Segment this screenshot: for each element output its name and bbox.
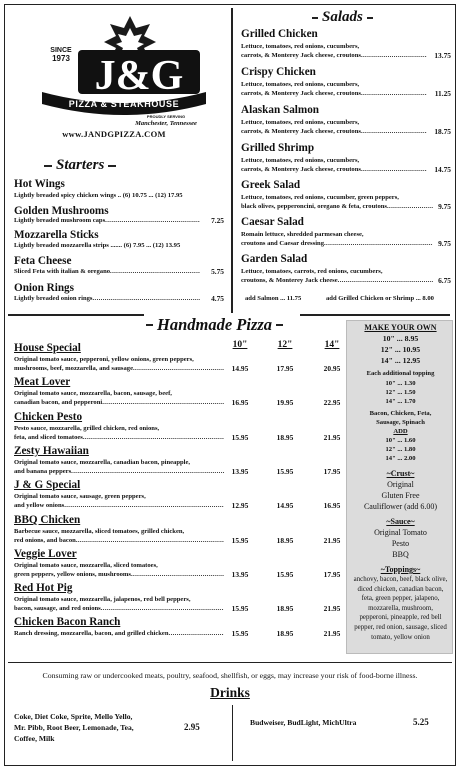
pizza-price: 14.95 — [276, 501, 294, 510]
myo-add-label: ADD — [393, 428, 408, 435]
add-chicken-note: add Grilled Chicken or Shrimp ... 8.00 — [326, 295, 434, 302]
drinks-title: Drinks — [210, 685, 250, 700]
pizza-desc-line2: and yellow onions — [14, 502, 65, 509]
myo-premium-price: 10" ... 1.60 — [385, 437, 416, 444]
pizza-desc-row — [14, 570, 224, 579]
salad-desc-line2: croutons, & Monterey Jack cheese — [241, 277, 338, 284]
salad-desc-row — [241, 239, 433, 248]
crust-title: ~Crust~ — [386, 469, 415, 478]
toppings-title: ~Toppings~ — [380, 565, 421, 574]
salad-desc-line1: Lettuce, tomatoes, red onions, cucumbers, — [241, 119, 360, 126]
sauce-option: Original Tomato — [374, 528, 427, 537]
salad-name: Alaskan Salmon — [241, 104, 320, 116]
leader-dots — [71, 467, 224, 476]
starter-desc-row — [14, 294, 200, 303]
pizza-price: 17.95 — [323, 467, 341, 476]
logo-banner: PIZZA & STEAKHOUSE — [68, 99, 180, 109]
pizza-desc-line1: Pesto sauce, mozzarella, grilled chicken, red onions, — [14, 425, 160, 432]
salad-desc-line1: Lettuce, tomatoes, red onions, cucumbers, — [241, 157, 360, 164]
pizza-name: Meat Lover — [14, 376, 71, 388]
pizza-desc-line2: red onions, and bacon — [14, 537, 76, 544]
pizza-price: 22.95 — [323, 398, 341, 407]
website-link[interactable]: www.JANDGPIZZA.COM — [62, 129, 166, 139]
leader-dots — [338, 276, 433, 285]
heading-dash — [312, 17, 318, 19]
pizza-price: 18.95 — [276, 536, 294, 545]
pizza-name: Red Hot Pig — [14, 582, 73, 594]
soft-drinks-line: Mr. Pibb, Root Beer, Lemonade, Tea, — [14, 723, 134, 732]
pizza-name: Chicken Pesto — [14, 411, 83, 423]
pizza-price: 21.95 — [323, 536, 341, 545]
pizza-price: 15.95 — [231, 629, 249, 638]
pizza-name: Zesty Hawaiian — [14, 445, 89, 457]
myo-topping-price: 12" ... 1.50 — [385, 389, 416, 396]
sauce-title: ~Sauce~ — [386, 517, 415, 526]
starter-desc: Lightly breaded spicy chicken wings .. (6) 10.75 ... (12) 17.95 — [14, 192, 183, 199]
salad-desc-line2: carrots, & Monterey Jack cheese, croutons — [241, 128, 361, 135]
pizza-desc-line2: feta, and sliced tomatoes — [14, 434, 83, 441]
salad-desc-line2: carrots, & Monterey Jack cheese, croutons — [241, 166, 361, 173]
pizza-desc-line1: Original tomato sauce, mozzarella, jalapenos, red bell peppers, — [14, 596, 191, 603]
starter-name: Mozzarella Sticks — [14, 229, 99, 241]
make-your-own-box — [346, 320, 453, 654]
pizza-title: Handmade Pizza — [157, 315, 273, 334]
salad-price: 18.75 — [434, 127, 451, 136]
sauce-option: Pesto — [391, 539, 410, 548]
myo-topping-price: 10" ... 1.30 — [385, 380, 416, 387]
pizza-price: 14.95 — [231, 364, 249, 373]
pizza-price: 18.95 — [276, 629, 294, 638]
top-column-divider — [231, 8, 233, 313]
salad-desc-line1: Lettuce, tomatoes, carrots, red onions, cucumbers, — [241, 268, 383, 275]
starter-desc-row — [14, 216, 200, 225]
salad-price: 13.75 — [434, 51, 451, 60]
pizza-price: 21.95 — [323, 433, 341, 442]
pizza-desc-text: Ranch dressing, mozzarella, bacon, and grilled chicken — [14, 630, 169, 637]
myo-base-price: 14" ... 12.95 — [380, 356, 421, 365]
jg-logo — [40, 14, 208, 126]
pizza-price: 15.95 — [276, 570, 294, 579]
drinks-divider — [232, 705, 233, 761]
soft-drinks-price: 2.95 — [184, 722, 200, 732]
pizza-desc-line2: canadian bacon, and pepperoni — [14, 399, 103, 406]
pizza-price: 21.95 — [323, 629, 341, 638]
heading-dash — [367, 17, 373, 19]
myo-topping-price: 14" ... 1.70 — [385, 398, 416, 405]
salad-price: 11.25 — [434, 89, 451, 98]
salad-price: 9.75 — [438, 239, 451, 248]
leader-dots — [64, 501, 224, 510]
pizza-price: 19.95 — [276, 398, 294, 407]
beer-list: Budweiser, BudLight, MichUltra — [250, 718, 357, 727]
heading-dash — [44, 165, 52, 167]
salad-desc-row — [241, 51, 427, 60]
salad-desc-line2: black olives, pepperoncini, oregano & feta, croutons — [241, 203, 387, 210]
salad-name: Garden Salad — [241, 253, 308, 265]
starter-desc: Lightly breaded mushroom caps — [14, 217, 106, 224]
salad-name: Grilled Chicken — [241, 28, 318, 40]
pizza-price: 13.95 — [231, 467, 249, 476]
starter-desc: Lightly breaded onion rings — [14, 295, 93, 302]
salad-desc-row — [241, 276, 433, 285]
pizza-desc-line1: Original tomato sauce, mozzarella, bacon, sausage, beef, — [14, 390, 172, 397]
pizza-desc-line1: Original tomato sauce, pepperoni, yellow onions, green peppers, — [14, 356, 194, 363]
salad-price: 9.75 — [438, 202, 451, 211]
salad-name: Grilled Shrimp — [241, 142, 315, 154]
pizza-desc-line1: Barbecue sauce, mozzarella, sliced tomatoes, grilled chicken, — [14, 528, 185, 535]
salad-price: 14.75 — [434, 165, 451, 174]
crust-option: Cauliflower (add 6.00) — [363, 502, 438, 511]
salad-desc-row — [241, 165, 427, 174]
drinks-top-rule — [8, 662, 452, 663]
pizza-desc-line2: bacon, sausage, and red onions — [14, 605, 101, 612]
pizza-price: 16.95 — [231, 398, 249, 407]
pizza-desc-line2: mushrooms, beef, mozzarella, and sausage — [14, 365, 133, 372]
pizza-price: 17.95 — [276, 364, 294, 373]
pizza-name: Veggie Lover — [14, 548, 77, 560]
pizza-price: 13.95 — [231, 570, 249, 579]
pizza-price: 18.95 — [276, 604, 294, 613]
myo-base-price: 10" ... 8.95 — [382, 334, 419, 343]
starter-name: Hot Wings — [14, 178, 65, 190]
starters-title: Starters — [56, 157, 105, 173]
pizza-price: 15.95 — [231, 536, 249, 545]
pizza-price: 18.95 — [276, 433, 294, 442]
leader-dots — [105, 216, 200, 225]
heading-dash — [146, 324, 153, 326]
salad-name: Caesar Salad — [241, 216, 304, 228]
pizza-name: House Special — [14, 342, 81, 354]
salad-desc-line1: Lettuce, tomatoes, red onions, cucumber, green peppers, — [241, 194, 399, 201]
pizza-desc-row — [14, 398, 224, 407]
salad-desc-row — [241, 202, 433, 211]
leader-dots — [361, 89, 427, 98]
pizza-heading — [146, 315, 283, 335]
salads-heading — [312, 9, 373, 26]
toppings-list: anchovy, bacon, beef, black olive, diced chicken, canadian bacon, feta, green pepper, jalapeno, mozzarella, mushroom, pepperoni, pineapple, red bell pepper, red onion, sausage, sliced tomato, yellow onion — [353, 576, 448, 641]
salad-name: Greek Salad — [241, 179, 301, 191]
leader-dots — [361, 127, 427, 136]
leader-dots — [92, 294, 200, 303]
starter-price: 4.75 — [211, 294, 224, 303]
salad-price: 6.75 — [438, 276, 451, 285]
food-safety-note: Consuming raw or undercooked meats, poultry, seafood, shellfish, or eggs, may increase your risk of food-borne illness. — [42, 671, 418, 680]
pizza-desc-line2: green peppers, yellow onions, mushrooms — [14, 571, 131, 578]
leader-dots — [133, 364, 224, 373]
leader-dots — [387, 202, 433, 211]
leader-dots — [361, 165, 427, 174]
size-header-10: 10" — [232, 340, 248, 350]
size-header-14: 14" — [324, 340, 340, 350]
starter-desc-row — [14, 267, 200, 276]
heading-dash — [276, 324, 283, 326]
myo-each-topping: Each additional topping — [366, 370, 435, 377]
leader-dots — [131, 570, 224, 579]
size-header-12: 12" — [277, 340, 293, 350]
salad-desc-line2: carrots, & Monterey Jack cheese, croutons — [241, 52, 361, 59]
myo-base-price: 12" ... 10.95 — [380, 345, 421, 354]
sauce-option: BBQ — [392, 550, 409, 559]
pizza-name: Chicken Bacon Ranch — [14, 616, 121, 628]
pizza-top-rule-right — [300, 314, 450, 316]
pizza-price: 12.95 — [231, 501, 249, 510]
pizza-desc-row — [14, 467, 224, 476]
logo-city: Manchester, Tennessee — [135, 120, 197, 126]
salad-name: Crispy Chicken — [241, 66, 316, 78]
pizza-desc-row — [14, 604, 224, 613]
logo-year: 1973 — [52, 54, 70, 63]
salad-desc-row — [241, 89, 427, 98]
pizza-desc-line1: Original tomato sauce, mozzarella, sliced tomatoes, — [14, 562, 158, 569]
starter-price: 5.75 — [211, 267, 224, 276]
starter-name: Feta Cheese — [14, 255, 72, 267]
pizza-price: 15.95 — [231, 604, 249, 613]
pizza-name: BBQ Chicken — [14, 514, 81, 526]
leader-dots — [76, 536, 224, 545]
pizza-price: 21.95 — [323, 604, 341, 613]
salad-desc-row — [241, 127, 427, 136]
heading-dash — [108, 165, 116, 167]
logo-since: SINCE — [50, 47, 72, 54]
salad-desc-line2: carrots, & Monterey Jack cheese, croutons — [241, 90, 361, 97]
pizza-price: 17.95 — [323, 570, 341, 579]
leader-dots — [101, 604, 224, 613]
pizza-desc-row — [14, 501, 224, 510]
pizza-top-rule — [8, 314, 144, 316]
logo-wordmark: J&G — [94, 53, 184, 99]
leader-dots — [324, 239, 433, 248]
starter-name: Onion Rings — [14, 282, 75, 294]
myo-premium-price: 14" ... 2.00 — [385, 455, 416, 462]
pizza-desc-row — [14, 364, 224, 373]
beer-price: 5.25 — [413, 717, 429, 727]
leader-dots — [361, 51, 427, 60]
salad-desc-line1: Lettuce, tomatoes, red onions, cucumbers, — [241, 43, 360, 50]
pizza-desc-line1: Original tomato sauce, sausage, green peppers, — [14, 493, 146, 500]
pizza-price: 16.95 — [323, 501, 341, 510]
starter-desc: Sliced Feta with italian & oregano — [14, 268, 111, 275]
myo-title: MAKE YOUR OWN — [364, 323, 437, 332]
leader-dots — [102, 398, 224, 407]
pizza-desc-line1 — [14, 629, 224, 638]
myo-premium-line: Sausage, Spinach — [376, 419, 425, 426]
myo-premium-line: Bacon, Chicken, Feta, — [369, 410, 432, 417]
crust-option: Original — [387, 480, 414, 489]
salad-desc-line2: croutons and Caesar dressing — [241, 240, 324, 247]
starters-heading — [44, 157, 116, 174]
pizza-desc-line1: Original tomato sauce, mozzarella, canadian bacon, pineapple, — [14, 459, 191, 466]
pizza-desc-line2: and banana peppers — [14, 468, 72, 475]
pizza-name: J & G Special — [14, 479, 81, 491]
pizza-price: 15.95 — [276, 467, 294, 476]
leader-dots — [169, 629, 224, 638]
pizza-desc-row — [14, 433, 224, 442]
salad-desc-line1: Lettuce, tomatoes, red onions, cucumbers, — [241, 81, 360, 88]
myo-premium-price: 12" ... 1.80 — [385, 446, 416, 453]
starter-name: Golden Mushrooms — [14, 205, 109, 217]
starter-price: 7.25 — [211, 216, 224, 225]
soft-drinks-line: Coffee, Milk — [14, 734, 55, 743]
add-salmon-note: add Salmon ... 11.75 — [245, 295, 302, 302]
pizza-price: 15.95 — [231, 433, 249, 442]
pizza-price: 20.95 — [323, 364, 341, 373]
leader-dots — [110, 267, 200, 276]
starter-desc: Lightly breaded mozzarella strips ....... (6) 7.95 ... (12) 13.95 — [14, 242, 181, 249]
soft-drinks-line: Coke, Diet Coke, Sprite, Mello Yello, — [14, 712, 133, 721]
salad-desc-line1: Romain lettuce, shredded parmesan cheese, — [241, 231, 364, 238]
leader-dots — [83, 433, 224, 442]
logo-proudly: PROUDLY SERVING — [146, 114, 186, 119]
salads-title: Salads — [322, 9, 363, 25]
pizza-desc-row — [14, 536, 224, 545]
crust-option: Gluten Free — [381, 491, 420, 500]
